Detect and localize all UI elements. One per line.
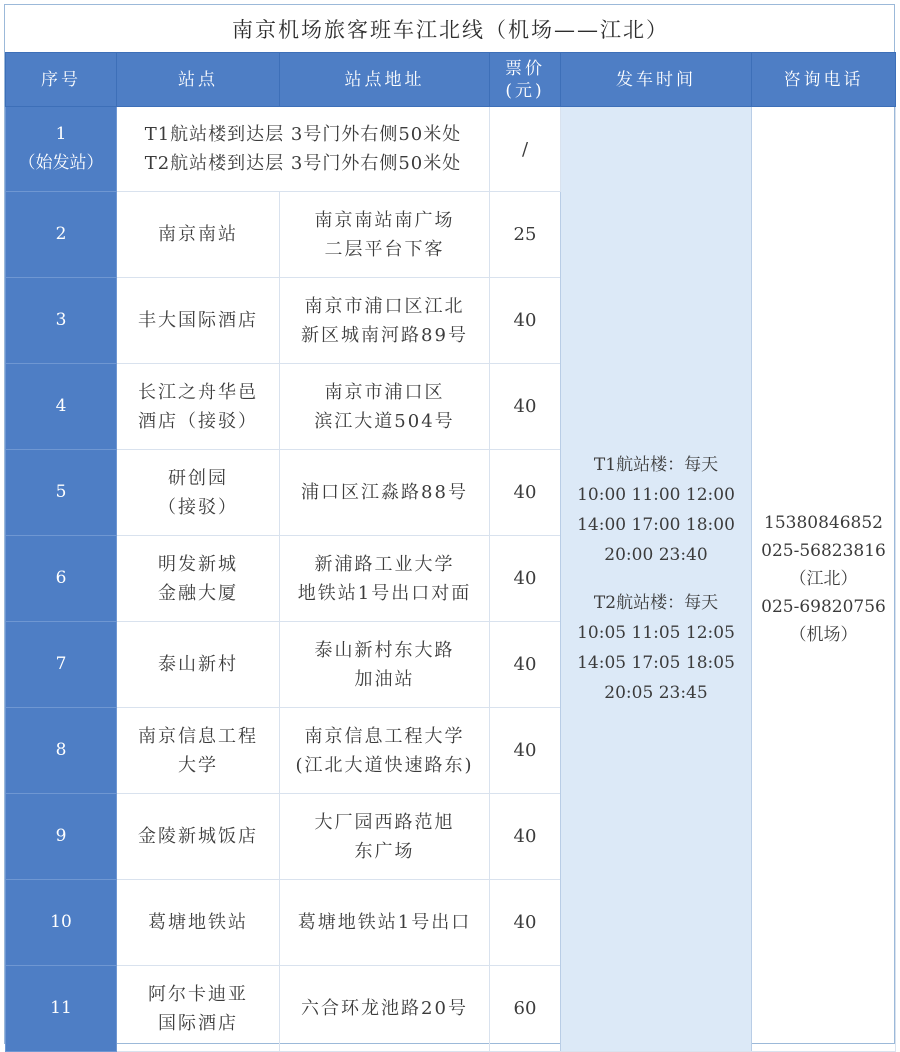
t2-label: T2航站楼：每天 (593, 593, 719, 613)
stop-price: 40 (490, 450, 561, 536)
stop-address-line: 泰山新村东大路 (314, 639, 455, 661)
stop-price: 40 (490, 794, 561, 880)
table-row (6, 107, 896, 192)
stop-address (280, 708, 490, 794)
stop-index: 4 (6, 364, 117, 450)
stop-name-line: 酒店（接驳） (138, 410, 258, 432)
t2-times-2: 14:05 17:05 18:05 (577, 653, 735, 673)
stop-index: 2 (6, 192, 117, 278)
stop-address (280, 192, 490, 278)
stop-index: 8 (6, 708, 117, 794)
stop-address-line: 东广场 (354, 840, 415, 862)
t1-times-3: 20:00 23:40 (604, 545, 708, 565)
stop-address (280, 450, 490, 536)
stop-name (117, 622, 280, 708)
stop-name-line: 明发新城 (158, 553, 238, 575)
stop-price: 40 (490, 622, 561, 708)
stop-name-line: 国际酒店 (158, 1012, 238, 1034)
phone-jiangbei: 025-56823816 (761, 541, 886, 561)
origin-location (117, 107, 490, 192)
stop-address-line: 浦口区江淼路88号 (301, 482, 468, 503)
stop-name (117, 192, 280, 278)
stop-index (6, 107, 117, 192)
stop-address-line: 加油站 (354, 668, 415, 690)
departure-times (561, 107, 752, 1052)
stop-name-line: 大学 (178, 754, 218, 776)
stop-name-line: （接驳） (158, 496, 238, 518)
phone-airport-label: （机场） (789, 625, 858, 645)
header-time: 发车时间 (561, 53, 752, 107)
stop-name (117, 880, 280, 966)
stop-address-line: 南京市浦口区江北 (304, 295, 465, 317)
stop-name-line: 丰大国际酒店 (138, 310, 258, 331)
stop-address (280, 880, 490, 966)
stop-number: 1 (55, 124, 67, 144)
origin-t2-location: T2航站楼到达层 3号门外右侧50米处 (144, 153, 462, 174)
phone-jiangbei-label: （江北） (789, 569, 858, 589)
header-price (490, 53, 561, 107)
stop-index: 7 (6, 622, 117, 708)
stop-address-line: 南京市浦口区 (324, 381, 445, 403)
stop-name (117, 364, 280, 450)
stop-address-line: 南京信息工程大学 (304, 725, 465, 747)
stop-name (117, 794, 280, 880)
stop-address (280, 966, 490, 1052)
stop-name (117, 450, 280, 536)
stop-address-line: 新区城南河路89号 (301, 324, 468, 346)
stop-address-line: 六合环龙池路20号 (301, 998, 468, 1019)
phone-mobile: 15380846852 (764, 513, 883, 533)
header-price-unit: (元) (505, 80, 545, 101)
stop-address (280, 622, 490, 708)
stop-index: 10 (6, 880, 117, 966)
stop-address-line: 滨江大道504号 (314, 410, 455, 432)
timetable-frame (4, 4, 895, 1044)
stop-name (117, 278, 280, 364)
t2-times-1: 10:05 11:05 12:05 (577, 623, 735, 643)
stop-address-line: 南京南站南广场 (314, 209, 455, 231)
bus-timetable (5, 52, 896, 1052)
t1-times-1: 10:00 11:00 12:00 (577, 485, 735, 505)
stop-address-line: 大厂园西路范旭 (314, 811, 455, 833)
stop-name (117, 966, 280, 1052)
stop-price: 40 (490, 880, 561, 966)
stop-name-line: 南京信息工程 (138, 725, 258, 747)
header-station: 站点 (117, 53, 280, 107)
stop-price: 60 (490, 966, 561, 1052)
t2-times-3: 20:05 23:45 (604, 683, 708, 703)
table-header-row (6, 53, 896, 107)
stop-address-line: 葛塘地铁站1号出口 (297, 912, 472, 933)
header-address: 站点地址 (280, 53, 490, 107)
stop-price: 40 (490, 364, 561, 450)
stop-price: 40 (490, 536, 561, 622)
stop-price: 40 (490, 278, 561, 364)
stop-address-line: (江北大道快速路东) (295, 754, 474, 776)
stop-name-line: 泰山新村 (158, 654, 238, 675)
stop-name-line: 葛塘地铁站 (148, 912, 248, 933)
stop-index: 6 (6, 536, 117, 622)
schedule-spacer (561, 570, 751, 588)
stop-price: 25 (490, 192, 561, 278)
stop-name-line: 金融大厦 (158, 582, 238, 604)
stop-name-line: 南京南站 (158, 224, 238, 245)
stop-name-line: 研创园 (168, 467, 228, 489)
header-phone: 咨询电话 (752, 53, 896, 107)
stop-name-line: 阿尔卡迪亚 (148, 983, 248, 1005)
t1-label: T1航站楼：每天 (593, 455, 719, 475)
page-title: 南京机场旅客班车江北线（机场——江北） (232, 17, 669, 42)
stop-name-line: 金陵新城饭店 (138, 826, 258, 847)
stop-address-line: 新浦路工业大学 (314, 553, 455, 575)
stop-address-line: 二层平台下客 (324, 238, 445, 260)
stop-index: 9 (6, 794, 117, 880)
stop-name (117, 708, 280, 794)
stop-address (280, 278, 490, 364)
header-index: 序号 (6, 53, 117, 107)
origin-note: （始发站） (18, 153, 104, 173)
stop-price: / (490, 107, 561, 192)
t1-times-2: 14:00 17:00 18:00 (577, 515, 735, 535)
stop-index: 5 (6, 450, 117, 536)
stop-name-line: 长江之舟华邑 (138, 381, 258, 403)
stop-index: 3 (6, 278, 117, 364)
stop-address (280, 536, 490, 622)
stop-address (280, 364, 490, 450)
stop-name (117, 536, 280, 622)
origin-t1-location: T1航站楼到达层 3号门外右侧50米处 (144, 124, 462, 145)
header-price-label: 票价 (505, 58, 545, 79)
stop-price: 40 (490, 708, 561, 794)
stop-index: 11 (6, 966, 117, 1052)
stop-address-line: 地铁站1号出口对面 (297, 582, 472, 604)
contact-phone (752, 107, 896, 1052)
stop-address (280, 794, 490, 880)
phone-airport: 025-69820756 (761, 597, 886, 617)
